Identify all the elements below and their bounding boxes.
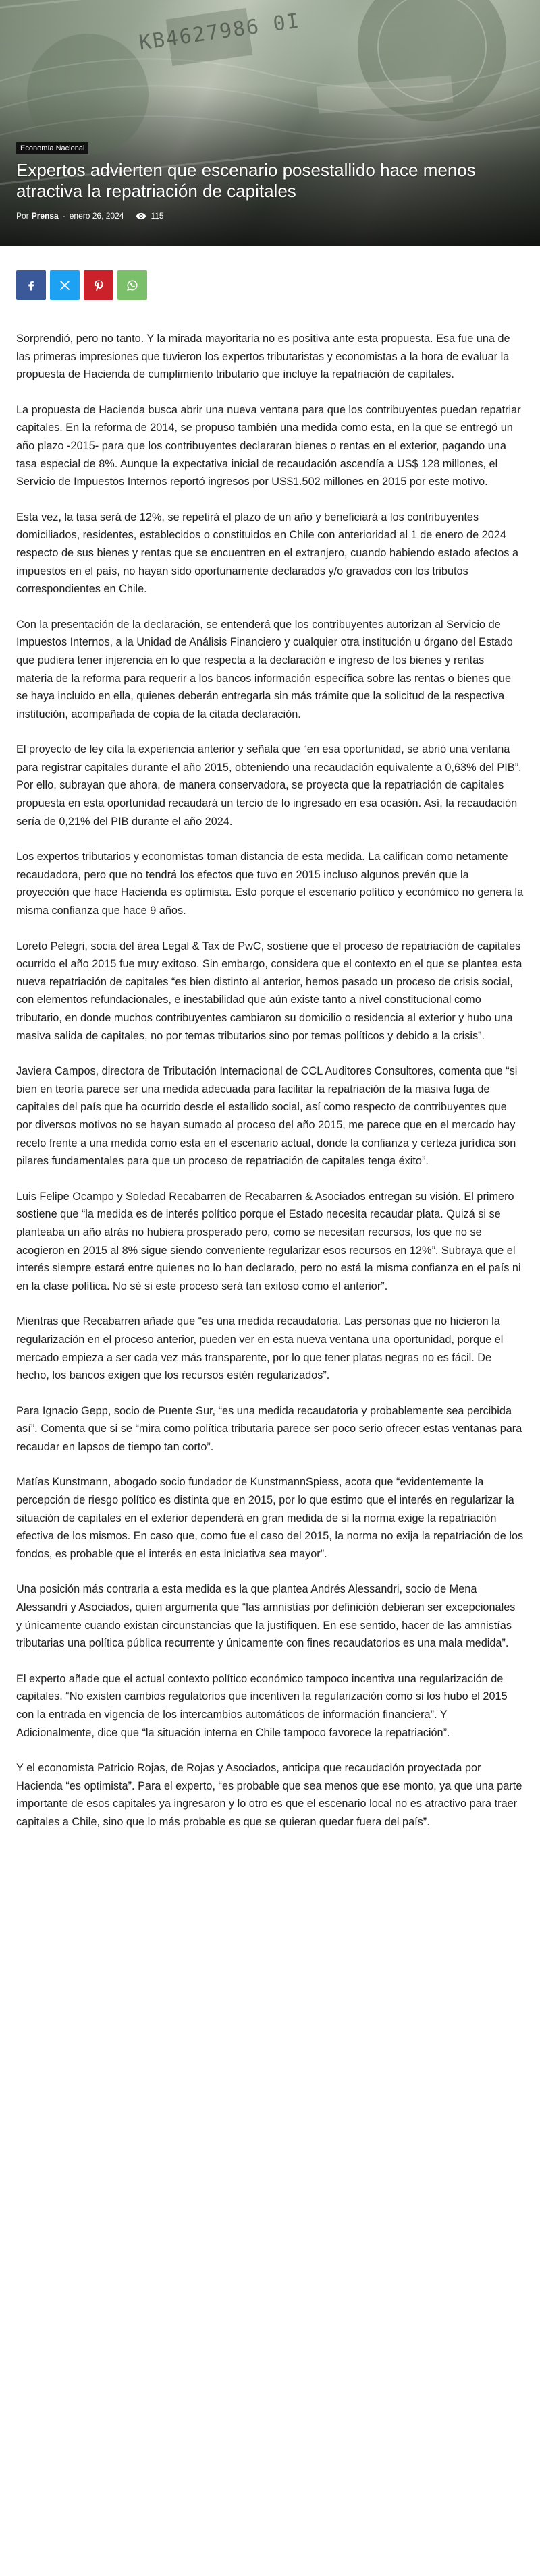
- article-paragraph: Una posición más contraria a esta medida es la que plantea Andrés Alessandri, socio de Mena Alessandri y Asociados, quien argumenta que “las amnistías por definición debieran ser excepcionales y únicamente cuando existan circunstancias que la justifiquen. En ese sentido, hacer de las amnistías tributarias una política pública recurrente y únicamente con fines recaudatorios es una mala medida”.: [16, 1583, 516, 1650]
- author-link[interactable]: Prensa: [31, 211, 59, 221]
- share-x-button[interactable]: [50, 270, 80, 300]
- category-badge[interactable]: Economía Nacional: [16, 142, 88, 154]
- share-facebook-button[interactable]: [16, 270, 46, 300]
- hero-content: [16, 142, 524, 221]
- x-icon: [59, 279, 71, 291]
- article-paragraph: El experto añade que el actual contexto político económico tampoco incentiva una regularización de capitales. “No existen cambios regulatorios que incentiven la regularización como si los hubo el 2015 con la entrada en vigencia de los intercambios automáticos de información financiera”. Y Adicionalmente, dice que “la situación interna en Chile tampoco favorece la repatriación”.: [16, 1672, 508, 1739]
- hero-banner: [0, 0, 540, 246]
- meta-separator: -: [62, 211, 65, 221]
- whatsapp-icon: [126, 279, 138, 291]
- article-paragraph: Esta vez, la tasa será de 12%, se repetirá el plazo de un año y beneficiará a los contribuyentes domiciliados, residentes, establecidos o constituidos en Chile con anterioridad al 1 de enero de 2024 respecto de sus bienes y rentas que se encuentren en el extranjero, cuando habiendo estado afectos a impuestos en el país, no hayan sido oportunamente declarados y/o gravados con los tributos correspondientes en Chile.: [16, 511, 519, 596]
- views-count: 115: [151, 211, 164, 221]
- pinterest-icon: [92, 279, 105, 291]
- views-counter: [136, 211, 163, 221]
- article-body: [0, 300, 540, 1831]
- article-paragraph: Matías Kunstmann, abogado socio fundador de KunstmannSpiess, acota que “evidentemente la percepción de riesgo político es distinta que en 2015, por lo que estimo que el interés en regularizar la situación de capitales en el exterior dependerá en gran medida de si la norma exige la repatriación efectiva de los mismos. En caso que, como fue el caso del 2015, la norma no exija la repatriación de los fondos, es probable que el interés en esta iniciativa sea mayor”.: [16, 1476, 524, 1560]
- article-paragraph: Con la presentación de la declaración, se entenderá que los contribuyentes autorizan al Servicio de Impuestos Internos, a la Unidad de Análisis Financiero y cualquier otra institución u órgano del Estado que pudiera tener injerencia en lo que respecta a la declaración e ingreso de los bienes y rentas materia de la reforma para requerir a los bancos información específica sobre las rentas o bienes que se haya incluido en ella, quienes deberán entregarla sin más trámite que la solicitud de la respectiva institución, acompañada de copia de la citada declaración.: [16, 618, 513, 720]
- article-paragraph: Loreto Pelegri, socia del área Legal & Tax de PwC, sostiene que el proceso de repatriación de capitales ocurrido el año 2015 fue muy exitoso. Sin embargo, considera que el contexto en el que se plantea esta nueva repatriación de capitales “es bien distinto al anterior, hemos pasado un proceso de crisis social, con elementos refundacionales, e inestabilidad que aún existe tanto a nivel constitucional como tributario, en donde muchos contribuyentes cambiaron su domicilio o residencia al exterior y hubo una masiva salida de capitales, no por temas tributarios sino por temas políticos y debido a la crisis”.: [16, 940, 522, 1042]
- article-paragraph: La propuesta de Hacienda busca abrir una nueva ventana para que los contribuyentes puedan repatriar capitales. En la reforma de 2014, se propuso también una medida como esta, en la que se entregó un año plazo -2015- para que los contribuyentes declararan bienes o rentas en el exterior, pagando una tasa especial de 8%. Aunque la expectativa inicial de recaudación ascendía a US$ 128 millones, el Servicio de Impuestos Internos reportó ingresos por US$1.502 millones en 2015 por este motivo.: [16, 403, 521, 488]
- publish-date: enero 26, 2024: [69, 211, 124, 221]
- article-title: Expertos advierten que escenario posestallido hace menos atractiva la repatriación de capitales: [16, 160, 476, 201]
- eye-icon: [136, 212, 146, 220]
- by-label: Por: [16, 211, 29, 221]
- article-paragraph: Los expertos tributarios y economistas toman distancia de esta medida. La califican como netamente recaudadora, pero que no tendrá los efectos que tuvo en 2015 incluso algunos prevén que la proyección que hace Hacienda es optimista. Esto porque el escenario político y económico no genera la misma confianza que hace 9 años.: [16, 851, 524, 917]
- share-bar: [0, 246, 540, 300]
- article-paragraph: Luis Felipe Ocampo y Soledad Recabarren de Recabarren & Asociados entregan su visión. El primero sostiene que “la medida es de interés político porque el Estado necesita recaudar plata. Quizá si se planteaba un año atrás no hubiera prosperado pero, como se necesitan recursos, los que no se acogieron en 2015 al 8% sigue siendo conveniente regularizar esos recursos en 12%”. Subraya que el interés siempre estará entre quienes no lo han declarado, pero no está la misma confianza en el país ni en la clase política. No sé si este proceso será tan exitoso como el anterior”.: [16, 1190, 521, 1292]
- article-paragraph: El proyecto de ley cita la experiencia anterior y señala que “en esa oportunidad, se abrió una ventana para registrar capitales durante el año 2015, obteniendo una recaudación equivalente a 0,63% del PIB”. Por ello, subrayan que ahora, de manera conservadora, se proyecta que la repatriación de capitales propuesta en esta oportunidad recaudará un tercio de lo ingresado en esa ocasión. Así, la recaudación sería de 0,21% del PIB durante el año 2024.: [16, 743, 522, 828]
- article-paragraph: Para Ignacio Gepp, socio de Puente Sur, “es una medida recaudatoria y probablemente sea percibida así”. Comenta que si se “mira como política tributaria parece ser poco serio ofrecer estas ventanas para recaudar en lapsos de tiempo tan corto”.: [16, 1404, 522, 1453]
- article-paragraph: Y el economista Patricio Rojas, de Rojas y Asociados, anticipa que recaudación proyectada por Hacienda “es optimista”. Para el experto, “es probable que sea menos que ese monto, ya que una parte importante de esos capitales ya ingresaron y lo otro es que el escenario local no es atractivo para traer capitales a Chile, sino que lo más probable es que se quieran quedar fuera del país”.: [16, 1762, 522, 1828]
- banknote-serial: KB4627986 0I: [137, 9, 302, 55]
- share-pinterest-button[interactable]: [84, 270, 113, 300]
- article-paragraph: Mientras que Recabarren añade que “es una medida recaudatoria. Las personas que no hicieron la regularización en el proceso anterior, pueden ver en esta nueva ventana una oportunidad, porque el mercado empieza a ser cada vez más transparente, por lo que tener platas negras no es fácil. De hecho, los bancos exigen que los recursos estén regularizados”.: [16, 1315, 504, 1382]
- facebook-icon: [25, 279, 37, 291]
- article-meta: [16, 211, 524, 221]
- article-paragraph: Sorprendió, pero no tanto. Y la mirada mayoritaria no es positiva ante esta propuesta. Esa fue una de las primeras impresiones que tuvieron los expertos tributaristas y economistas a la hora de evaluar la propuesta de Hacienda de cumplimiento tributario que incluye la repatriación de capitales.: [16, 333, 510, 381]
- share-whatsapp-button[interactable]: [117, 270, 147, 300]
- article-paragraph: Javiera Campos, directora de Tributación Internacional de CCL Auditores Consultores, comenta que “si bien en teoría parece ser una medida adecuada para facilitar la repatriación de la masiva fuga de capitales del país que ha ocurrido desde el estallido social, así como respecto de contribuyentes que por diversos motivos no se hayan sumado al proceso del año 2015, me parece que en el mercado hay recelo frente a una medida como esta en el escenario actual, donde la confianza y certeza jurídica son pilares fundamentales para que un proceso de repatriación de capitales tenga éxito”.: [16, 1065, 518, 1168]
